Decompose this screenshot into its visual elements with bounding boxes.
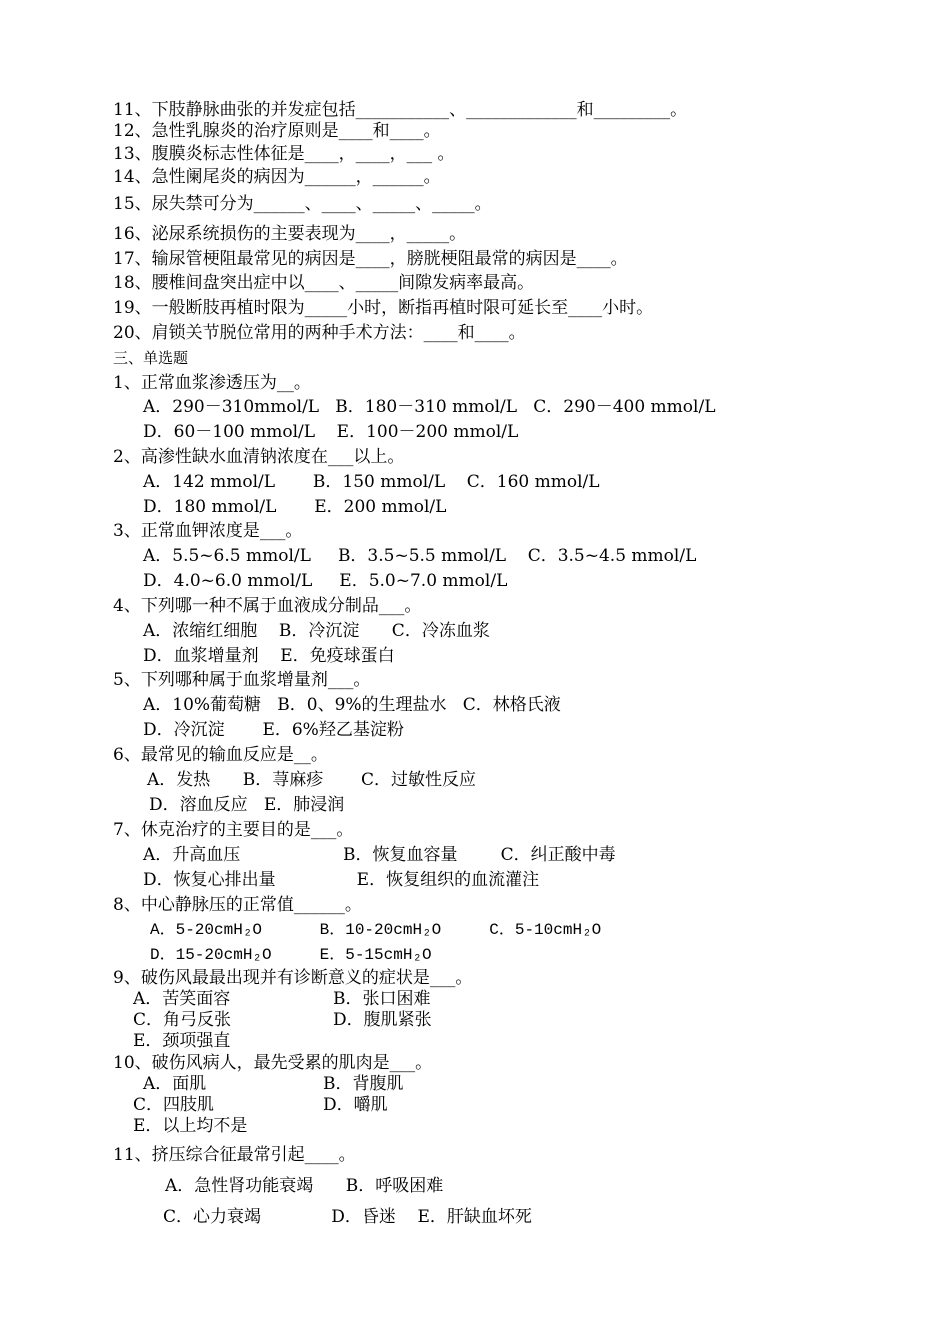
question-2-options-row-2: D．180 mmol/L E．200 mmol/L (143, 497, 447, 517)
question-4-stem: 4、下列哪一种不属于血液成分制品___。 (113, 596, 422, 616)
fill-question-18: 18、腰椎间盘突出症中以____、_____间隙发病率最高。 (113, 273, 535, 293)
question-10-option-b: B．背腹肌 (323, 1074, 404, 1094)
question-1-stem: 1、正常血浆渗透压为__。 (113, 373, 311, 393)
question-11-options-row-1: A．急性肾功能衰竭 B．呼吸困难 (165, 1176, 444, 1196)
question-6-options-row-2: D．溶血反应 E．肺浸润 (149, 795, 345, 815)
question-7-options-row-2: D．恢复心排出量 E．恢复组织的血流灌注 (143, 870, 540, 890)
question-9-option-e: E．颈项强直 (133, 1031, 231, 1051)
question-6-stem: 6、最常见的输血反应是__。 (113, 745, 328, 765)
question-2-stem: 2、高渗性缺水血清钠浓度在___以上。 (113, 447, 405, 467)
question-3-options-row-2: D．4.0~6.0 mmol/L E．5.0~7.0 mmol/L (143, 571, 508, 591)
question-5-options-row-2: D．冷沉淀 E．6%羟乙基淀粉 (143, 720, 404, 740)
question-4-options-row-2: D．血浆增量剂 E．免疫球蛋白 (143, 646, 395, 666)
fill-question-16: 16、泌尿系统损伤的主要表现为____，_____。 (113, 224, 467, 244)
question-2-options-row-1: A．142 mmol/L B．150 mmol/L C．160 mmol/L (143, 472, 600, 492)
question-10-option-d: D．嚼肌 (323, 1095, 388, 1115)
question-5-stem: 5、下列哪种属于血浆增量剂___。 (113, 670, 371, 690)
fill-question-12: 12、急性乳腺炎的治疗原则是____和____。 (113, 121, 441, 141)
question-11-options-row-2: C．心力衰竭 D．昏迷 E．肝缺血坏死 (163, 1207, 532, 1227)
question-6-options-row-1: A．发热 B．荨麻疹 C．过敏性反应 (147, 770, 477, 790)
question-7-options-row-1: A．升高血压 B．恢复血容量 C．纠正酸中毒 (143, 845, 616, 865)
question-9-stem: 9、破伤风最最出现并有诊断意义的症状是___。 (113, 968, 473, 988)
fill-question-20: 20、肩锁关节脱位常用的两种手术方法：____和____。 (113, 323, 526, 343)
question-10-option-c: C．四肢肌 (133, 1095, 215, 1115)
question-8-options-row-2: D．15-20cmH₂O E．5-15cmH₂O (150, 946, 432, 964)
question-5-options-row-1: A．10%葡萄糖 B．0、9%的生理盐水 C．林格氏液 (143, 695, 561, 715)
section-title: 三、单选题 (113, 349, 189, 367)
question-10-option-a: A．面肌 (143, 1074, 207, 1094)
fill-question-17: 17、输尿管梗阻最常见的病因是____，膀胱梗阻最常的病因是____。 (113, 249, 628, 269)
question-11-stem: 11、挤压综合征最常引起____。 (113, 1145, 356, 1165)
question-7-stem: 7、休克治疗的主要目的是___。 (113, 820, 354, 840)
question-4-options-row-1: A．浓缩红细胞 B．冷沉淀 C．冷冻血浆 (143, 621, 490, 641)
question-8-options-row-1: A．5-20cmH₂O B．10-20cmH₂O C．5-10cmH₂O (150, 921, 602, 939)
question-1-options-row-1: A．290－310mmol/L B．180－310 mmol/L C．290－400 mmol/L (143, 397, 716, 417)
fill-question-19: 19、一般断肢再植时限为_____小时，断指再植时限可延长至____小时。 (113, 298, 654, 318)
question-10-stem: 10、破伤风病人，最先受累的肌肉是___。 (113, 1053, 433, 1073)
fill-question-14: 14、急性阑尾炎的病因为______，______。 (113, 167, 441, 187)
fill-question-15: 15、尿失禁可分为______、____、_____、_____。 (113, 194, 492, 214)
question-1-options-row-2: D．60－100 mmol/L E．100－200 mmol/L (143, 422, 519, 442)
question-3-options-row-1: A．5.5~6.5 mmol/L B．3.5~5.5 mmol/L C．3.5~4.5 mmol/L (143, 546, 697, 566)
question-9-option-c: C．角弓反张 (133, 1010, 232, 1030)
question-9-option-a: A．苦笑面容 (133, 989, 231, 1009)
fill-question-13: 13、腹膜炎标志性体征是____，____，___ 。 (113, 144, 455, 164)
question-9-option-d: D．腹肌紧张 (333, 1010, 432, 1030)
question-9-option-b: B．张口困难 (333, 989, 431, 1009)
question-3-stem: 3、正常血钾浓度是___。 (113, 521, 303, 541)
question-8-stem: 8、中心静脉压的正常值______。 (113, 895, 362, 915)
question-10-option-e: E．以上均不是 (133, 1116, 248, 1136)
fill-question-11: 11、下肢静脉曲张的并发症包括___________、_____________和_________。 (113, 100, 688, 120)
